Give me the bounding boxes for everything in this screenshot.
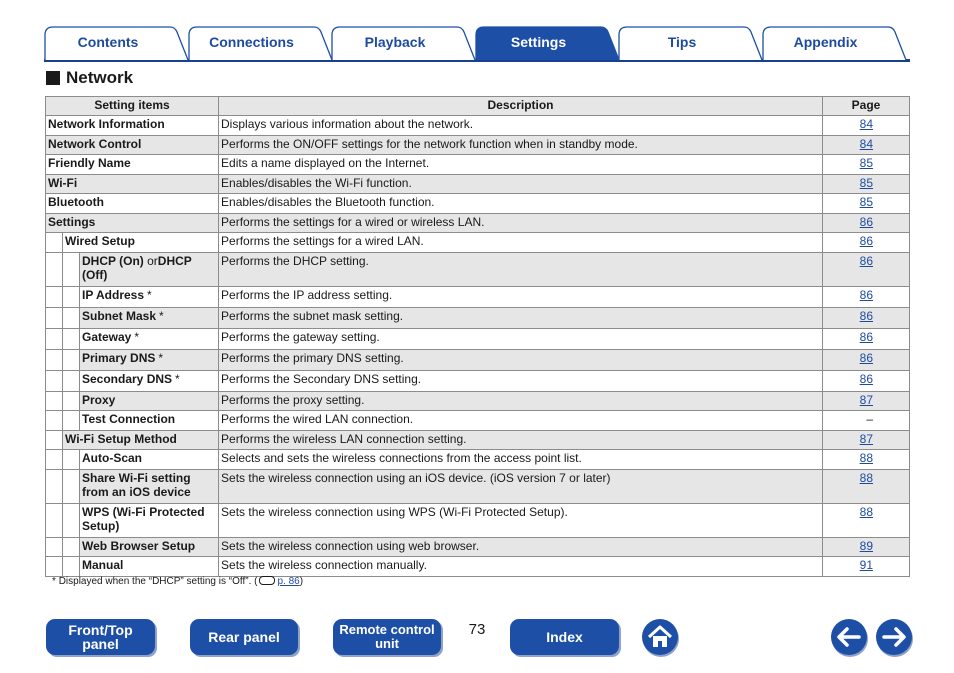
indent-cell	[46, 370, 63, 391]
indent-cell	[46, 328, 63, 349]
setting-item-name	[46, 116, 219, 136]
indent-cell	[63, 286, 80, 307]
indent-cell	[46, 391, 63, 411]
asterisk-mark: *	[159, 308, 164, 323]
setting-description: Selects and sets the wireless connections from the access point list.	[219, 450, 823, 470]
table-row	[46, 557, 910, 577]
forward-button[interactable]	[876, 619, 912, 655]
home-icon	[642, 619, 678, 655]
page-link[interactable]: 86	[859, 308, 874, 323]
setting-description: Sets the wireless connection using web browser.	[219, 537, 823, 557]
setting-description: Performs the proxy setting.	[219, 391, 823, 411]
setting-item-name	[46, 135, 219, 155]
indent-cell	[46, 286, 63, 307]
setting-description: Displays various information about the network.	[219, 116, 823, 136]
rear-panel-button[interactable]	[190, 619, 298, 655]
indent-cell	[63, 411, 80, 431]
table-row	[46, 349, 910, 370]
setting-item-name	[80, 391, 219, 411]
setting-item-label: WPS (Wi-Fi Protected Setup)	[82, 504, 205, 533]
page-cell	[823, 252, 910, 286]
table-row	[46, 286, 910, 307]
footnote-page-link[interactable]: p. 86	[277, 576, 300, 587]
table-row	[46, 155, 910, 175]
tab-bar	[44, 26, 910, 62]
page-link[interactable]: 91	[859, 558, 874, 572]
setting-description: Performs the IP address setting.	[219, 286, 823, 307]
setting-item-label: Subnet Mask	[82, 308, 157, 323]
footnote	[52, 576, 303, 587]
setting-description: Performs the subnet mask setting.	[219, 307, 823, 328]
footnote-text: Displayed when the “DHCP” setting is “Off”.	[58, 576, 252, 587]
table-row	[46, 430, 910, 450]
page-link[interactable]: 88	[859, 451, 874, 465]
page-cell	[823, 328, 910, 349]
setting-item-name	[80, 252, 219, 286]
settings-table	[45, 96, 910, 577]
setting-item-name	[46, 174, 219, 194]
page-cell	[823, 194, 910, 214]
setting-description: Performs the wired LAN connection.	[219, 411, 823, 431]
setting-description: Performs the Secondary DNS setting.	[219, 370, 823, 391]
page-cell	[823, 213, 910, 233]
table-row	[46, 194, 910, 214]
asterisk-mark: *	[175, 371, 180, 386]
section-heading	[46, 68, 133, 88]
tab-label: Contents	[77, 34, 139, 50]
setting-item-name	[63, 430, 219, 450]
tab-tips[interactable]	[618, 26, 763, 59]
square-bullet-icon	[46, 71, 60, 85]
asterisk-mark: *	[134, 329, 140, 344]
rear-panel-label: Rear panel	[208, 629, 280, 645]
setting-item-name	[80, 469, 219, 503]
page-cell	[823, 155, 910, 175]
indent-cell	[46, 252, 63, 286]
indent-cell	[46, 537, 63, 557]
indent-cell	[46, 450, 63, 470]
tab-appendix[interactable]	[762, 26, 907, 59]
setting-item-name	[80, 411, 219, 431]
indent-cell	[46, 233, 63, 253]
page-cell	[823, 233, 910, 253]
remote-control-unit-label: Remote control unit	[339, 622, 435, 651]
setting-item-label: Gateway	[82, 329, 132, 344]
indent-cell	[63, 557, 80, 577]
table-header-row	[46, 97, 910, 116]
tab-connections[interactable]	[188, 26, 333, 59]
page-link[interactable]: 86	[859, 253, 874, 268]
table-row	[46, 450, 910, 470]
page-link[interactable]: 85	[859, 175, 874, 190]
indent-cell	[63, 349, 80, 370]
table-row	[46, 116, 910, 136]
setting-description: Performs the gateway setting.	[219, 328, 823, 349]
table-row	[46, 233, 910, 253]
setting-item-name	[80, 349, 219, 370]
page-link[interactable]: 86	[859, 350, 874, 365]
setting-item-label: Test Connection	[82, 412, 176, 426]
setting-item-label: Wi-Fi Setup Method	[65, 431, 177, 446]
page-link[interactable]: 87	[859, 392, 874, 407]
setting-description: Performs the settings for a wired LAN.	[219, 233, 823, 253]
page-link[interactable]: 86	[859, 287, 874, 302]
page-cell	[823, 135, 910, 155]
indent-cell	[63, 537, 80, 557]
tab-label: Tips	[667, 34, 697, 50]
page-cell	[823, 286, 910, 307]
front-top-panel-label: Front/Top panel	[68, 622, 133, 652]
setting-item-name	[46, 194, 219, 214]
page-cell	[823, 469, 910, 503]
indent-cell	[46, 411, 63, 431]
setting-item-label: Primary DNS	[82, 350, 156, 365]
arrow-left-icon	[831, 619, 867, 655]
page-link[interactable]: 88	[859, 470, 874, 485]
table-row	[46, 328, 910, 349]
setting-item-label: Network Information	[48, 117, 165, 131]
setting-item-name	[46, 213, 219, 233]
tab-contents[interactable]	[44, 26, 189, 59]
table-row	[46, 174, 910, 194]
setting-item-label: Friendly Name	[48, 156, 131, 170]
page-link[interactable]: 86	[859, 234, 874, 248]
tab-label: Connections	[209, 34, 294, 50]
setting-description: Sets the wireless connection using an iOS device. (iOS version 7 or later)	[219, 469, 823, 503]
back-button[interactable]	[831, 619, 867, 655]
setting-item-label-alt: DHCP (Off)	[82, 253, 192, 282]
setting-item-label: Settings	[48, 214, 96, 229]
indent-cell	[46, 557, 63, 577]
setting-item-label: DHCP (On)	[82, 253, 144, 268]
home-button[interactable]	[642, 619, 678, 655]
page-cell	[823, 503, 910, 537]
tab-label: Appendix	[793, 34, 858, 50]
table-row	[46, 411, 910, 431]
page-cell	[823, 391, 910, 411]
page-link[interactable]: 84	[859, 117, 874, 131]
table-row	[46, 537, 910, 557]
arrow-right-icon	[876, 619, 912, 655]
setting-item-label: Secondary DNS	[82, 371, 173, 386]
indent-cell	[63, 252, 80, 286]
setting-description: Performs the DHCP setting.	[219, 252, 823, 286]
page-link[interactable]: 86	[859, 214, 874, 229]
indent-cell	[46, 469, 63, 503]
setting-item-label: Share Wi-Fi setting from an iOS device	[82, 470, 191, 499]
setting-item-label: Web Browser Setup	[82, 538, 196, 553]
section-title: Network	[66, 68, 134, 87]
setting-item-label: Manual	[82, 558, 124, 572]
pointing-hand-icon	[259, 576, 275, 585]
setting-item-name	[80, 450, 219, 470]
page-cell	[823, 307, 910, 328]
setting-description: Edits a name displayed on the Internet.	[219, 155, 823, 175]
setting-item-label: Wired Setup	[65, 234, 135, 248]
indent-cell	[63, 503, 80, 537]
setting-item-label: Auto-Scan	[82, 451, 142, 465]
page-link[interactable]: 89	[859, 538, 874, 553]
table-row	[46, 135, 910, 155]
index-label: Index	[546, 629, 583, 645]
setting-description: Enables/disables the Wi-Fi function.	[219, 174, 823, 194]
setting-item-label: Bluetooth	[48, 195, 104, 209]
setting-description: Performs the wireless LAN connection setting.	[219, 430, 823, 450]
header-description: Description	[219, 97, 823, 116]
page-link[interactable]: 85	[859, 195, 874, 209]
header-page: Page	[823, 97, 910, 116]
setting-description: Performs the settings for a wired or wireless LAN.	[219, 213, 823, 233]
setting-item-label: IP Address	[82, 287, 145, 302]
page-cell	[823, 411, 910, 431]
setting-description: Enables/disables the Bluetooth function.	[219, 194, 823, 214]
indent-cell	[46, 349, 63, 370]
page-cell	[823, 430, 910, 450]
setting-item-label: Network Control	[48, 136, 142, 151]
setting-item-name	[63, 233, 219, 253]
indent-cell	[63, 370, 80, 391]
indent-cell	[46, 503, 63, 537]
setting-item-label: Proxy	[82, 392, 116, 407]
tab-label: Settings	[510, 34, 567, 50]
remote-control-unit-button[interactable]	[333, 619, 441, 655]
table-row	[46, 503, 910, 537]
page-link[interactable]: 86	[859, 329, 874, 344]
table-row	[46, 213, 910, 233]
table-row	[46, 370, 910, 391]
indent-cell	[63, 307, 80, 328]
page-none: –	[866, 412, 874, 426]
setting-item-name	[80, 328, 219, 349]
asterisk-mark: *	[147, 287, 152, 302]
setting-item-name	[80, 537, 219, 557]
setting-item-connector: or	[143, 253, 158, 268]
page-cell	[823, 116, 910, 136]
table-row	[46, 391, 910, 411]
tab-playback[interactable]	[331, 26, 476, 59]
indent-cell	[46, 430, 63, 450]
page-link[interactable]: 86	[859, 371, 874, 386]
setting-item-name	[80, 557, 219, 577]
setting-description: Sets the wireless connection manually.	[219, 557, 823, 577]
setting-item-name	[80, 370, 219, 391]
indent-cell	[63, 328, 80, 349]
setting-description: Performs the ON/OFF settings for the network function when in standby mode.	[219, 135, 823, 155]
setting-description: Performs the primary DNS setting.	[219, 349, 823, 370]
page-link[interactable]: 88	[859, 504, 874, 519]
page-cell	[823, 370, 910, 391]
footnote-close-paren: )	[299, 576, 304, 587]
table-row	[46, 307, 910, 328]
footnote-mark: *	[52, 576, 56, 587]
indent-cell	[63, 391, 80, 411]
indent-cell	[46, 307, 63, 328]
page-cell	[823, 174, 910, 194]
table-row	[46, 469, 910, 503]
page-number: 73	[468, 621, 486, 638]
setting-description: Sets the wireless connection using WPS (Wi-Fi Protected Setup).	[219, 503, 823, 537]
page-cell	[823, 450, 910, 470]
asterisk-mark: *	[158, 350, 164, 365]
indent-cell	[63, 450, 80, 470]
tab-settings[interactable]	[475, 26, 620, 59]
front-top-panel-button[interactable]	[46, 619, 155, 655]
setting-item-name	[80, 286, 219, 307]
page-cell	[823, 537, 910, 557]
indent-cell	[63, 469, 80, 503]
setting-item-name	[46, 155, 219, 175]
page-cell	[823, 557, 910, 577]
page-link[interactable]: 85	[859, 156, 874, 170]
footnote-open-paren: (	[254, 576, 258, 587]
table-row	[46, 252, 910, 286]
setting-item-name	[80, 503, 219, 537]
tab-label: Playback	[364, 34, 426, 50]
page-link[interactable]: 87	[859, 431, 874, 446]
index-button[interactable]	[510, 619, 619, 655]
setting-item-label: Wi-Fi	[48, 175, 78, 190]
page-cell	[823, 349, 910, 370]
header-setting-items: Setting items	[46, 97, 219, 116]
setting-item-name	[80, 307, 219, 328]
page-link[interactable]: 84	[859, 136, 874, 151]
